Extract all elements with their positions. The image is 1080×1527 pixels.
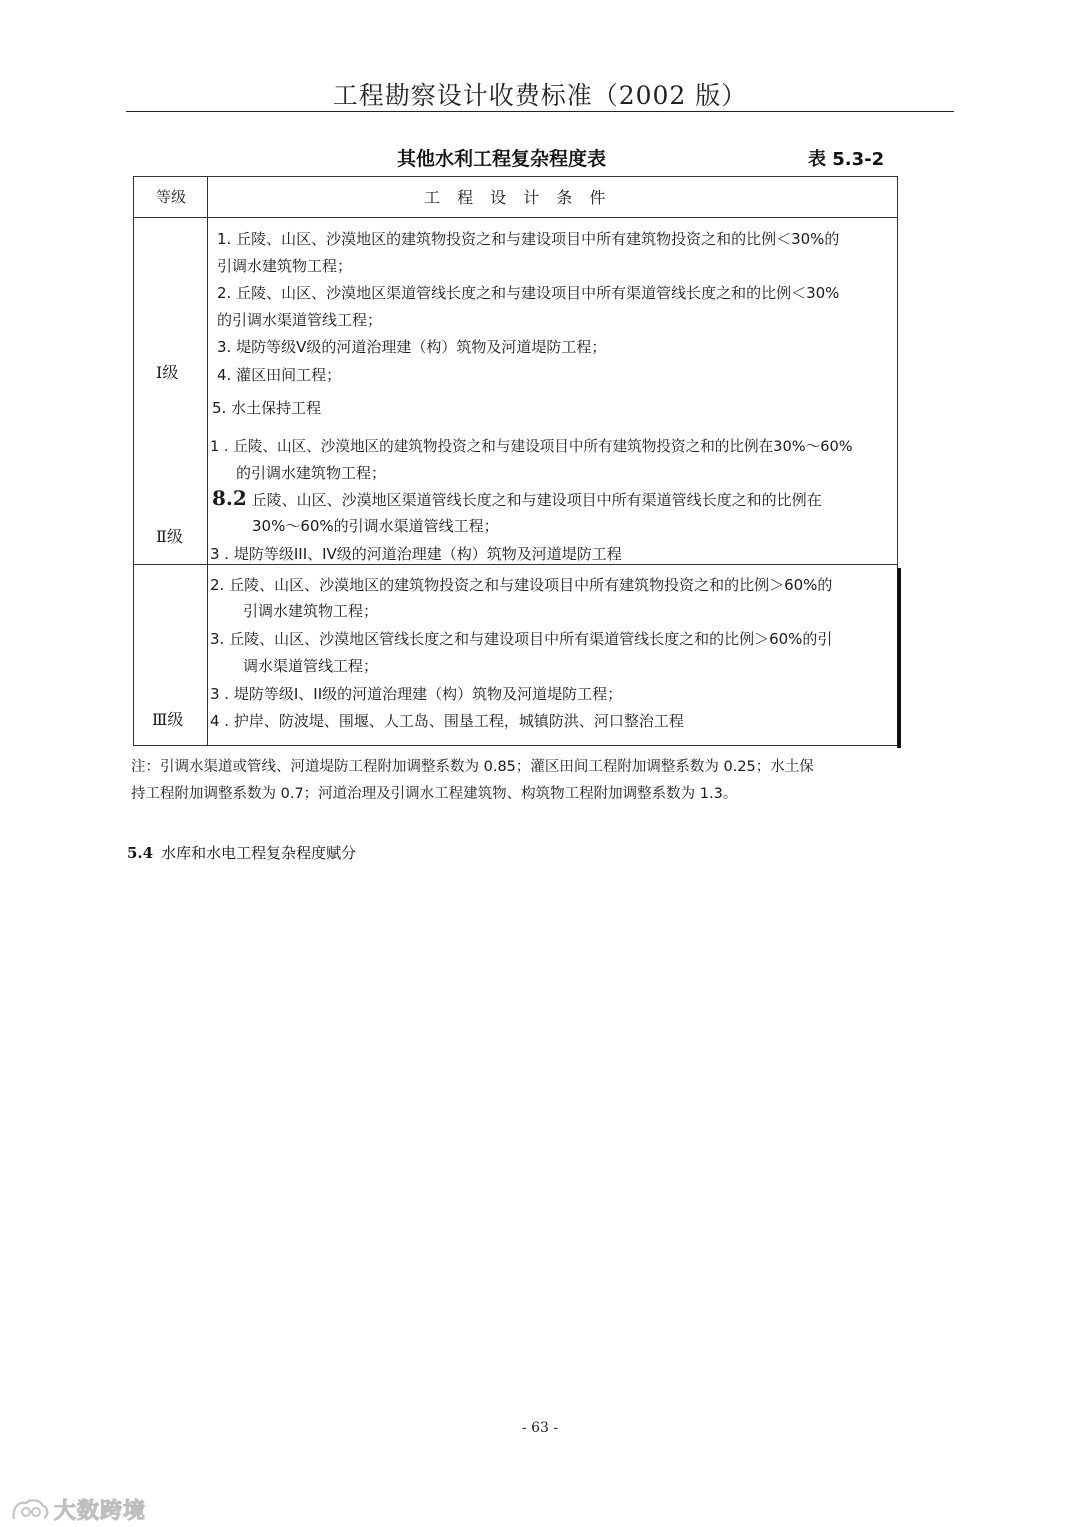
level3-condition-line: 引调水建筑物工程；	[243, 602, 379, 620]
column-header-conditions: 工 程 设 计 条 件	[424, 188, 612, 207]
level1-condition-line: 5. 水土保持工程	[212, 399, 322, 417]
level-label-1: Ⅰ级	[156, 363, 179, 382]
watermark-text: 大数跨境	[54, 1499, 147, 1524]
section-title: 水库和水电工程复杂程度赋分	[161, 844, 357, 862]
section-number: 5.4	[127, 844, 154, 862]
item-number-8-2: 8.2	[212, 486, 247, 510]
complexity-table	[133, 176, 898, 746]
watermark	[10, 1494, 146, 1525]
table-number: 表 5.3-2	[808, 149, 885, 170]
level-label-2: Ⅱ级	[156, 527, 183, 546]
level2-line3-text: 丘陵、山区、沙漠地区渠道管线长度之和与建设项目中所有渠道管线长度之和的比例在	[246, 491, 822, 509]
column-header-level: 等级	[156, 188, 187, 206]
column-divider	[207, 177, 208, 745]
level1-condition-line: 2. 丘陵、山区、沙漠地区渠道管线长度之和与建设项目中所有渠道管线长度之和的比例＜30%	[217, 284, 840, 302]
header-row-divider	[134, 217, 897, 218]
level3-condition-line: 3 . 堤防等级Ⅰ、II级的河道治理建（构）筑物及河道堤防工程；	[210, 685, 623, 703]
watermark-logo-icon	[10, 1497, 50, 1523]
page-number: - 63 -	[521, 1420, 559, 1436]
level2-condition-line	[212, 486, 822, 510]
table-note-line: 持工程附加调整系数为 0.7；河道治理及引调水工程建筑物、构筑物工程附加调整系数为 1.3。	[131, 786, 738, 802]
header-rule	[126, 111, 954, 112]
level2-condition-line: 1 . 丘陵、山区、沙漠地区的建筑物投资之和与建设项目中所有建筑物投资之和的比例在30%～60%	[210, 438, 853, 455]
level3-row-divider	[134, 564, 897, 565]
level2-condition-line: 30%～60%的引调水渠道管线工程；	[252, 517, 499, 535]
table-note-line: 注：引调水渠道或管线、河道堤防工程附加调整系数为 0.85；灌区田间工程附加调整系数为 0.25；水土保	[131, 759, 814, 775]
level1-condition-line: 1. 丘陵、山区、沙漠地区的建筑物投资之和与建设项目中所有建筑物投资之和的比例＜30%的	[217, 230, 840, 248]
page-header-title: 工程勘察设计收费标准（2002 版）	[332, 81, 748, 110]
level2-condition-line: 3 . 堤防等级III、IV级的河道治理建（构）筑物及河道堤防工程	[210, 545, 622, 563]
level1-condition-line: 3. 堤防等级Ⅴ级的河道治理建（构）筑物及河道堤防工程；	[217, 338, 607, 356]
table-title: 其他水利工程复杂程度表	[396, 148, 606, 170]
level-label-3: Ⅲ级	[152, 710, 184, 729]
table-edge-shadow	[897, 568, 901, 748]
level3-condition-line: 调水渠道管线工程；	[243, 657, 379, 675]
level1-condition-line: 引调水建筑物工程；	[217, 257, 353, 275]
level3-condition-line: 3. 丘陵、山区、沙漠地区管线长度之和与建设项目中所有渠道管线长度之和的比例＞60%的引	[210, 630, 833, 648]
level1-condition-line: 的引调水渠道管线工程；	[217, 311, 383, 329]
level3-condition-line: 2. 丘陵、山区、沙漠地区的建筑物投资之和与建设项目中所有建筑物投资之和的比例＞60%的	[210, 576, 833, 594]
section-heading	[127, 842, 356, 863]
level3-condition-line: 4 . 护岸、防波堤、围堰、人工岛、围垦工程，城镇防洪、河口整治工程	[210, 712, 684, 730]
level1-condition-line: 4. 灌区田间工程；	[217, 366, 342, 384]
level2-condition-line: 的引调水建筑物工程；	[236, 464, 387, 482]
